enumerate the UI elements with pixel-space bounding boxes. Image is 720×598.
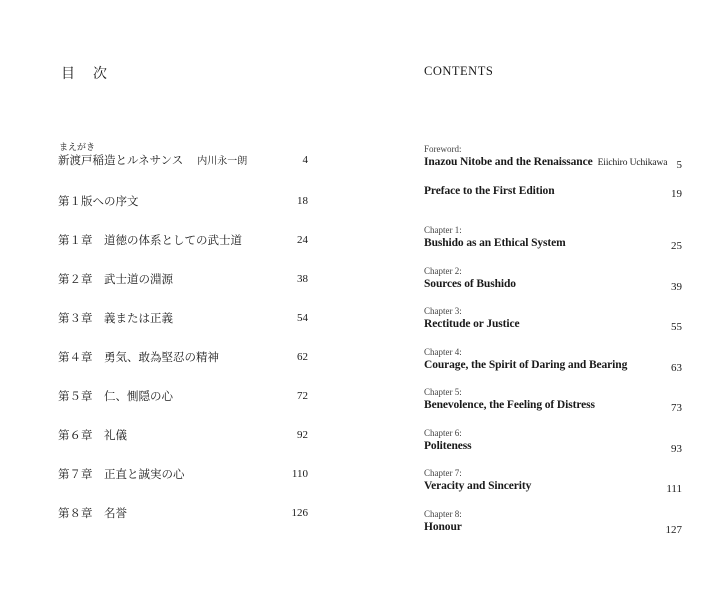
en-entry-page: 127 <box>665 523 682 536</box>
en-entry-label: Chapter 1: <box>424 225 462 235</box>
en-entry-title: Sources of Bushido <box>424 277 516 290</box>
en-entry-author: Eiichiro Uchikawa <box>597 158 668 168</box>
en-entry-title: Rectitude or Justice <box>424 318 520 330</box>
en-toc-entry[interactable] <box>424 140 682 181</box>
en-entry-title: Benevolence, the Feeling of Distress <box>424 399 595 411</box>
en-entry-page: 93 <box>671 442 682 455</box>
en-entry-page: 111 <box>666 483 682 495</box>
en-toc-title: CONTENTS <box>424 64 494 78</box>
en-entry-title: Honour <box>424 520 462 533</box>
ja-toc-title: 目 次 <box>61 66 109 82</box>
ja-entry-title: 第２章 武士道の淵源 <box>58 272 173 286</box>
en-entry-label: Chapter 6: <box>424 427 462 438</box>
ja-entry-page: 38 <box>297 273 308 285</box>
en-entry-page: 63 <box>671 361 682 374</box>
ja-toc-entry[interactable] <box>58 140 308 179</box>
en-entry-title: Bushido as an Ethical System <box>424 237 566 249</box>
ja-toc-entry[interactable] <box>58 452 308 491</box>
en-entry-page: 39 <box>671 280 682 293</box>
ja-toc-entry[interactable] <box>58 413 308 452</box>
en-toc-entry[interactable] <box>424 383 682 424</box>
en-toc-entry[interactable] <box>424 262 682 303</box>
right-page-english <box>360 0 720 598</box>
ja-entry-title: 第３章 義または正義 <box>58 311 173 325</box>
ja-entry-page: 126 <box>291 507 308 519</box>
ja-entry-page: 18 <box>297 195 308 207</box>
ja-toc-entry[interactable] <box>58 218 308 257</box>
en-entry-title: Courage, the Spirit of Daring and Bearing <box>424 358 628 371</box>
en-entry-title <box>424 156 667 168</box>
en-entry-page: 55 <box>671 321 682 333</box>
ja-entry-page: 92 <box>297 429 308 441</box>
ja-entry-author: 内川永一朗 <box>197 156 248 167</box>
en-entry-page: 73 <box>671 402 682 414</box>
ja-entry-page: 72 <box>297 390 308 402</box>
ja-toc-entry[interactable] <box>58 491 308 530</box>
ja-toc-entry[interactable] <box>58 257 308 296</box>
en-entry-label: Foreword: <box>424 144 462 154</box>
en-toc-entry[interactable] <box>424 343 682 384</box>
ja-entry-title: 第６章 礼儀 <box>58 428 127 442</box>
ja-entry-title: 第１章 道徳の体系としての武士道 <box>58 233 242 247</box>
ja-entry-title-text: 新渡戸稲造とルネサンス <box>58 153 184 167</box>
ja-entry-title: 第４章 勇気、敢為堅忍の精神 <box>58 350 219 364</box>
ja-toc-entry[interactable] <box>58 374 308 413</box>
en-toc-entry[interactable] <box>424 464 682 505</box>
en-toc-entry[interactable] <box>424 424 682 465</box>
en-entry-label: Chapter 5: <box>424 387 462 397</box>
ja-entry-title: 第５章 仁、惻隠の心 <box>58 389 173 403</box>
en-toc-entry[interactable] <box>424 505 682 546</box>
ja-entry-ruby: まえがき <box>59 143 96 153</box>
ja-toc-list <box>58 140 308 530</box>
ja-entry-page: 110 <box>291 468 308 480</box>
en-entry-label: Chapter 2: <box>424 265 462 276</box>
en-toc-entry[interactable] <box>424 181 682 222</box>
en-entry-title: Politeness <box>424 439 472 452</box>
en-toc-entry[interactable] <box>424 221 682 262</box>
ja-entry-title: 第８章 名誉 <box>58 506 127 520</box>
ja-entry-page: 24 <box>297 234 308 246</box>
en-entry-page: 25 <box>671 240 682 252</box>
en-toc-entry[interactable] <box>424 302 682 343</box>
ja-entry-title: 第１版への序文 <box>58 194 139 208</box>
en-entry-page: 5 <box>676 159 682 171</box>
en-entry-label: Chapter 4: <box>424 346 462 357</box>
en-entry-title: Preface to the First Edition <box>424 184 555 197</box>
en-entry-label: Chapter 3: <box>424 306 462 316</box>
ja-toc-entry[interactable] <box>58 335 308 374</box>
ja-entry-title <box>58 152 247 168</box>
ja-toc-entry[interactable] <box>58 179 308 218</box>
ja-entry-page: 4 <box>302 154 308 166</box>
ja-entry-title: 第７章 正直と誠実の心 <box>58 467 185 481</box>
ja-entry-page: 54 <box>297 312 308 324</box>
en-entry-title-text: Inazou Nitobe and the Renaissance <box>424 156 593 168</box>
en-entry-label: Chapter 7: <box>424 468 462 478</box>
en-entry-page: 19 <box>671 187 682 200</box>
en-entry-title: Veracity and Sincerity <box>424 480 532 492</box>
en-entry-label: Chapter 8: <box>424 508 462 519</box>
ja-toc-entry[interactable] <box>58 296 308 335</box>
en-toc-list <box>424 140 682 545</box>
ja-entry-page: 62 <box>297 351 308 363</box>
